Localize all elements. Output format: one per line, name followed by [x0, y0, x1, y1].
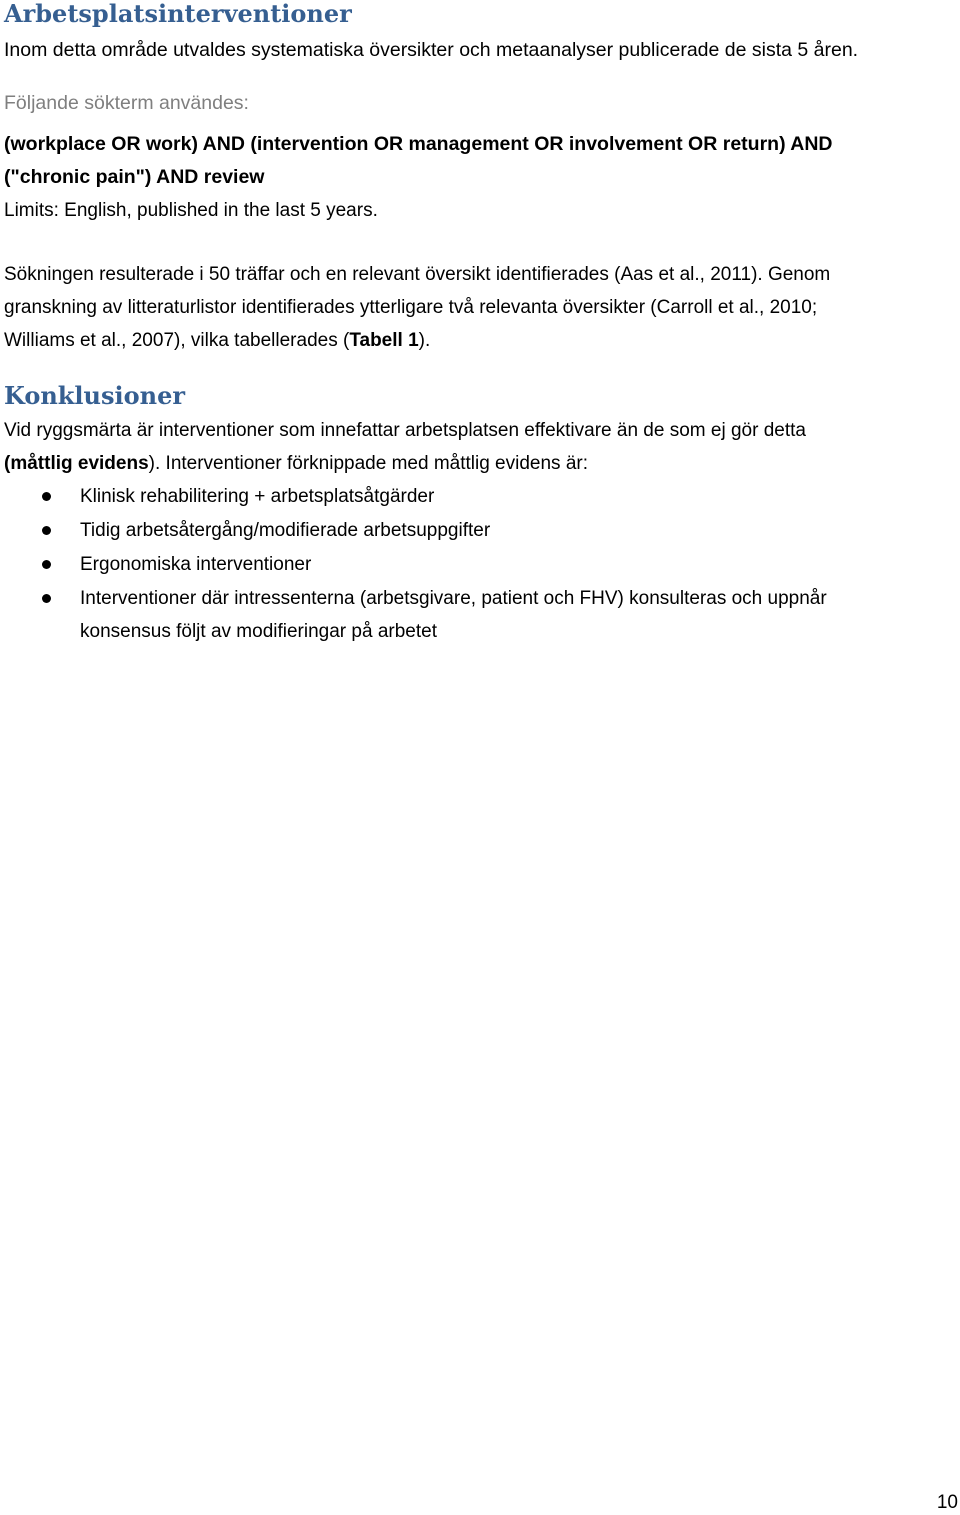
list-item-text: konsensus följt av modifieringar på arbetet — [80, 621, 437, 642]
conclusion-line-2 — [4, 447, 588, 480]
results-line-3 — [4, 324, 430, 357]
list-item — [0, 548, 960, 582]
search-query-line-2: ("chronic pain") AND review — [4, 166, 265, 188]
list-item-continuation — [0, 615, 960, 649]
list-item-text: Ergonomiska interventioner — [80, 554, 312, 575]
results-line-3-text: Williams et al., 2007), vilka tabellerades ( — [4, 330, 350, 351]
results-line-3-end: ). — [418, 330, 431, 351]
conclusion-line-1: Vid ryggsmärta är interventioner som innefattar arbetsplatsen effektivare än de som ej gör detta — [4, 420, 806, 441]
page-number: 10 — [936, 1492, 958, 1513]
list-item-text: Interventioner där intressenterna (arbetsgivare, patient och FHV) konsulteras och uppnår — [80, 588, 827, 609]
list-item — [0, 480, 960, 514]
search-term-label: Följande sökterm användes: — [4, 92, 249, 114]
table-reference: Tabell 1 — [349, 330, 419, 351]
results-line-2: granskning av litteraturlistor identifierades ytterligare två relevanta översikter (Carroll et al., 2010; — [4, 297, 818, 318]
bullet-icon — [42, 492, 51, 501]
list-item — [0, 514, 960, 548]
search-limits: Limits: English, published in the last 5 years. — [4, 200, 378, 221]
results-line-1: Sökningen resulterade i 50 träffar och en relevant översikt identifierades (Aas et al., 2011). Genom — [4, 264, 831, 285]
section-heading-arbetsplatsinterventioner: Arbetsplatsinterventioner — [4, 0, 352, 28]
section-heading-konklusioner: Konklusioner — [4, 381, 185, 410]
bullet-icon — [42, 594, 51, 603]
search-query-line-1: (workplace OR work) AND (intervention OR management OR involvement OR return) AND — [4, 133, 833, 155]
intro-paragraph: Inom detta område utvaldes systematiska översikter och metaanalyser publicerade de sista 5 åren. — [4, 39, 859, 61]
list-item — [0, 582, 960, 615]
intervention-list — [0, 480, 960, 649]
conclusion-line-2-text: ). Interventioner förknippade med måttlig evidens är: — [148, 453, 588, 474]
list-item-text: Tidig arbetsåtergång/modifierade arbetsuppgifter — [80, 520, 491, 541]
list-item-text: Klinisk rehabilitering + arbetsplatsåtgärder — [80, 486, 435, 507]
evidence-level: (måttlig evidens — [4, 453, 149, 474]
bullet-icon — [42, 526, 51, 535]
bullet-icon — [42, 560, 51, 569]
